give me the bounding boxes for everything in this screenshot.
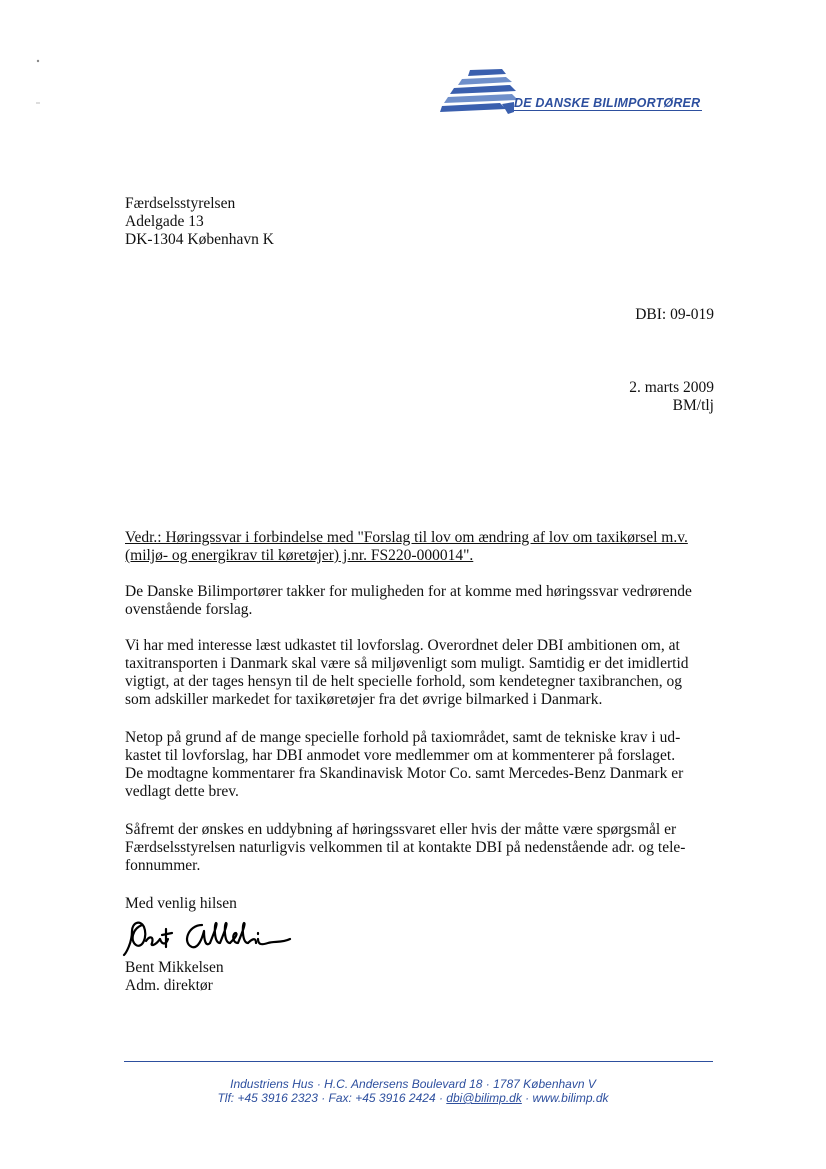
footer-contact xyxy=(0,1091,826,1105)
paragraph-line: vigtigt, at der tages hensyn til de helt specielle forhold, som kendetegner taxibranchen, og xyxy=(125,673,682,690)
recipient-address xyxy=(125,195,274,249)
handwritten-signature xyxy=(122,915,312,959)
date-block xyxy=(629,379,714,415)
footer-divider xyxy=(124,1061,713,1062)
subject-line xyxy=(125,529,725,565)
logo-text: DE DANSKE BILIMPORTØRER xyxy=(514,96,701,110)
paragraph-line: kastet til lovforslag, har DBI anmodet vore medlemmer om at kommenterer på forslaget. xyxy=(125,747,676,764)
footer-website[interactable]: · www.bilimp.dk xyxy=(521,1091,609,1105)
signer-block xyxy=(125,959,224,995)
footer-address: Industriens Hus · H.C. Andersens Boulevard 18 · 1787 København V xyxy=(230,1077,596,1091)
paragraph-1 xyxy=(125,583,725,619)
paragraph-line: De Danske Bilimportører takker for muligheden for at komme med høringssvar vedrørende xyxy=(125,583,692,600)
recipient-line: Færdselsstyrelsen xyxy=(125,195,236,212)
paragraph-line: Såfremt der ønskes en uddybning af høringssvaret eller hvis der måtte være spørgsmål er xyxy=(125,821,677,838)
initials: BM/tlj xyxy=(672,397,714,414)
paragraph-line: Netop på grund af de mange specielle forhold på taxiområdet, samt de tekniske krav i ud- xyxy=(125,729,681,746)
company-logo xyxy=(440,66,740,126)
letter-date: 2. marts 2009 xyxy=(629,379,714,396)
signer-title: Adm. direktør xyxy=(125,977,213,994)
paragraph-line: vedlagt dette brev. xyxy=(125,783,239,800)
footer-phone-fax: Tlf: +45 3916 2323 · Fax: +45 3916 2424 · xyxy=(217,1091,447,1105)
subject-line-2: (miljø- og energikrav til køretøjer) j.nr. FS220-000014". xyxy=(125,547,474,564)
paragraph-line: taxitransporten i Danmark skal være så miljøvenligt som muligt. Samtidig er det imidlertid xyxy=(125,655,689,672)
closing-salutation: Med venlig hilsen xyxy=(125,895,237,912)
logo-emblem-icon xyxy=(440,66,520,118)
footer-email-link[interactable]: dbi@bilimp.dk xyxy=(446,1091,522,1105)
paragraph-line: som adskiller markedet for taxikøretøjer fra det øvrige bilmarked i Danmark. xyxy=(125,691,603,708)
paragraph-line: ovenstående forslag. xyxy=(125,601,253,618)
paragraph-line: Færdselsstyrelsen naturligvis velkommen til at kontakte DBI på nedenstående adr. og tele- xyxy=(125,839,686,856)
paragraph-2 xyxy=(125,637,725,709)
scan-marks xyxy=(35,58,41,108)
paragraph-4 xyxy=(125,821,725,875)
recipient-line: Adelgade 13 xyxy=(125,213,204,230)
subject-line-1: Vedr.: Høringssvar i forbindelse med "Forslag til lov om ændring af lov om taxikørsel m.v. xyxy=(125,529,688,546)
paragraph-line: fonnummer. xyxy=(125,857,201,874)
signer-name: Bent Mikkelsen xyxy=(125,959,224,976)
paragraph-3 xyxy=(125,729,725,801)
recipient-line: DK-1304 København K xyxy=(125,231,274,248)
reference-number: DBI: 09-019 xyxy=(635,306,714,323)
paragraph-line: De modtagne kommentarer fra Skandinavisk Motor Co. samt Mercedes-Benz Danmark er xyxy=(125,765,684,782)
paragraph-line: Vi har med interesse læst udkastet til lovforslag. Overordnet deler DBI ambitionen om, at xyxy=(125,637,680,654)
